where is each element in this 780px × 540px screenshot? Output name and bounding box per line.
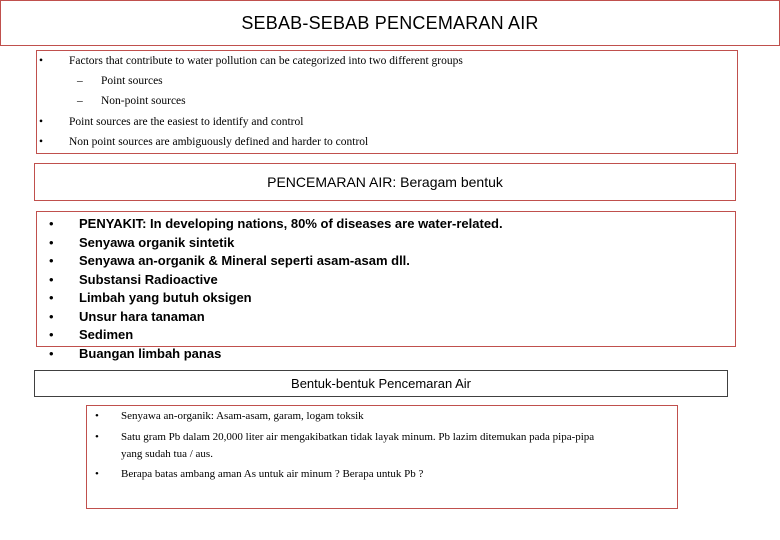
bullet: • <box>49 234 54 250</box>
sources-intro: Factors that contribute to water pollution can be categorized into two different groups <box>69 55 463 67</box>
pollution-form-label: Senyawa organik sintetik <box>79 234 235 250</box>
sub-non-point-sources: Non-point sources <box>101 95 186 107</box>
dash: – <box>77 95 83 107</box>
bullet: • <box>39 55 44 67</box>
section3-heading: Bentuk-bentuk Pencemaran Air <box>291 376 471 391</box>
point-sources-line: Point sources are the easiest to identify and control <box>69 116 304 128</box>
detail-threshold-question: Berapa batas ambang aman As untuk air minum ? Berapa untuk Pb ? <box>121 468 424 480</box>
dash: – <box>77 75 83 87</box>
detail-pb-line2: yang sudah tua / aus. <box>121 448 213 460</box>
pollution-form-label: Unsur hara tanaman <box>79 308 205 324</box>
section2-heading: PENCEMARAN AIR: Beragam bentuk <box>267 174 503 190</box>
bullet: • <box>49 327 54 342</box>
bullet: • <box>95 431 99 443</box>
sources-box <box>36 50 738 154</box>
pollution-form-label: Sedimen <box>79 327 134 342</box>
pollution-form-label: Limbah yang butuh oksigen <box>79 290 252 305</box>
slide-title: SEBAB-SEBAB PENCEMARAN AIR <box>241 12 539 33</box>
pollution-form-label: Buangan limbah panas <box>79 345 222 361</box>
bullet: • <box>49 271 54 287</box>
bullet: • <box>49 216 54 231</box>
section2-heading-box <box>34 163 736 201</box>
bullet: • <box>95 468 99 480</box>
detail-pb-line1: Satu gram Pb dalam 20,000 liter air mengakibatkan tidak layak minum. Pb lazim ditemukan pada pipa-pipa <box>121 431 595 443</box>
pollution-form-label: Substansi Radioactive <box>79 271 218 287</box>
bullet: • <box>49 345 54 361</box>
non-point-sources-line: Non point sources are ambiguously defined and harder to control <box>69 136 369 148</box>
slide-title-box <box>0 0 780 46</box>
bullet: • <box>49 290 54 305</box>
bullet: • <box>39 136 44 148</box>
inorganic-details-box <box>86 405 678 509</box>
pollution-form-label: PENYAKIT: In developing nations, 80% of diseases are water-related. <box>79 216 503 231</box>
bullet: • <box>39 116 44 128</box>
pollution-forms-box <box>36 211 736 361</box>
bullet: • <box>49 308 54 324</box>
bullet: • <box>95 410 99 422</box>
section3-heading-box <box>34 370 728 397</box>
sub-point-sources: Point sources <box>101 75 163 87</box>
pollution-form-label: Senyawa an-organik & Mineral seperti asam-asam dll. <box>79 253 410 268</box>
bullet: • <box>49 253 54 268</box>
detail-inorganic: Senyawa an-organik: Asam-asam, garam, logam toksik <box>121 410 364 422</box>
